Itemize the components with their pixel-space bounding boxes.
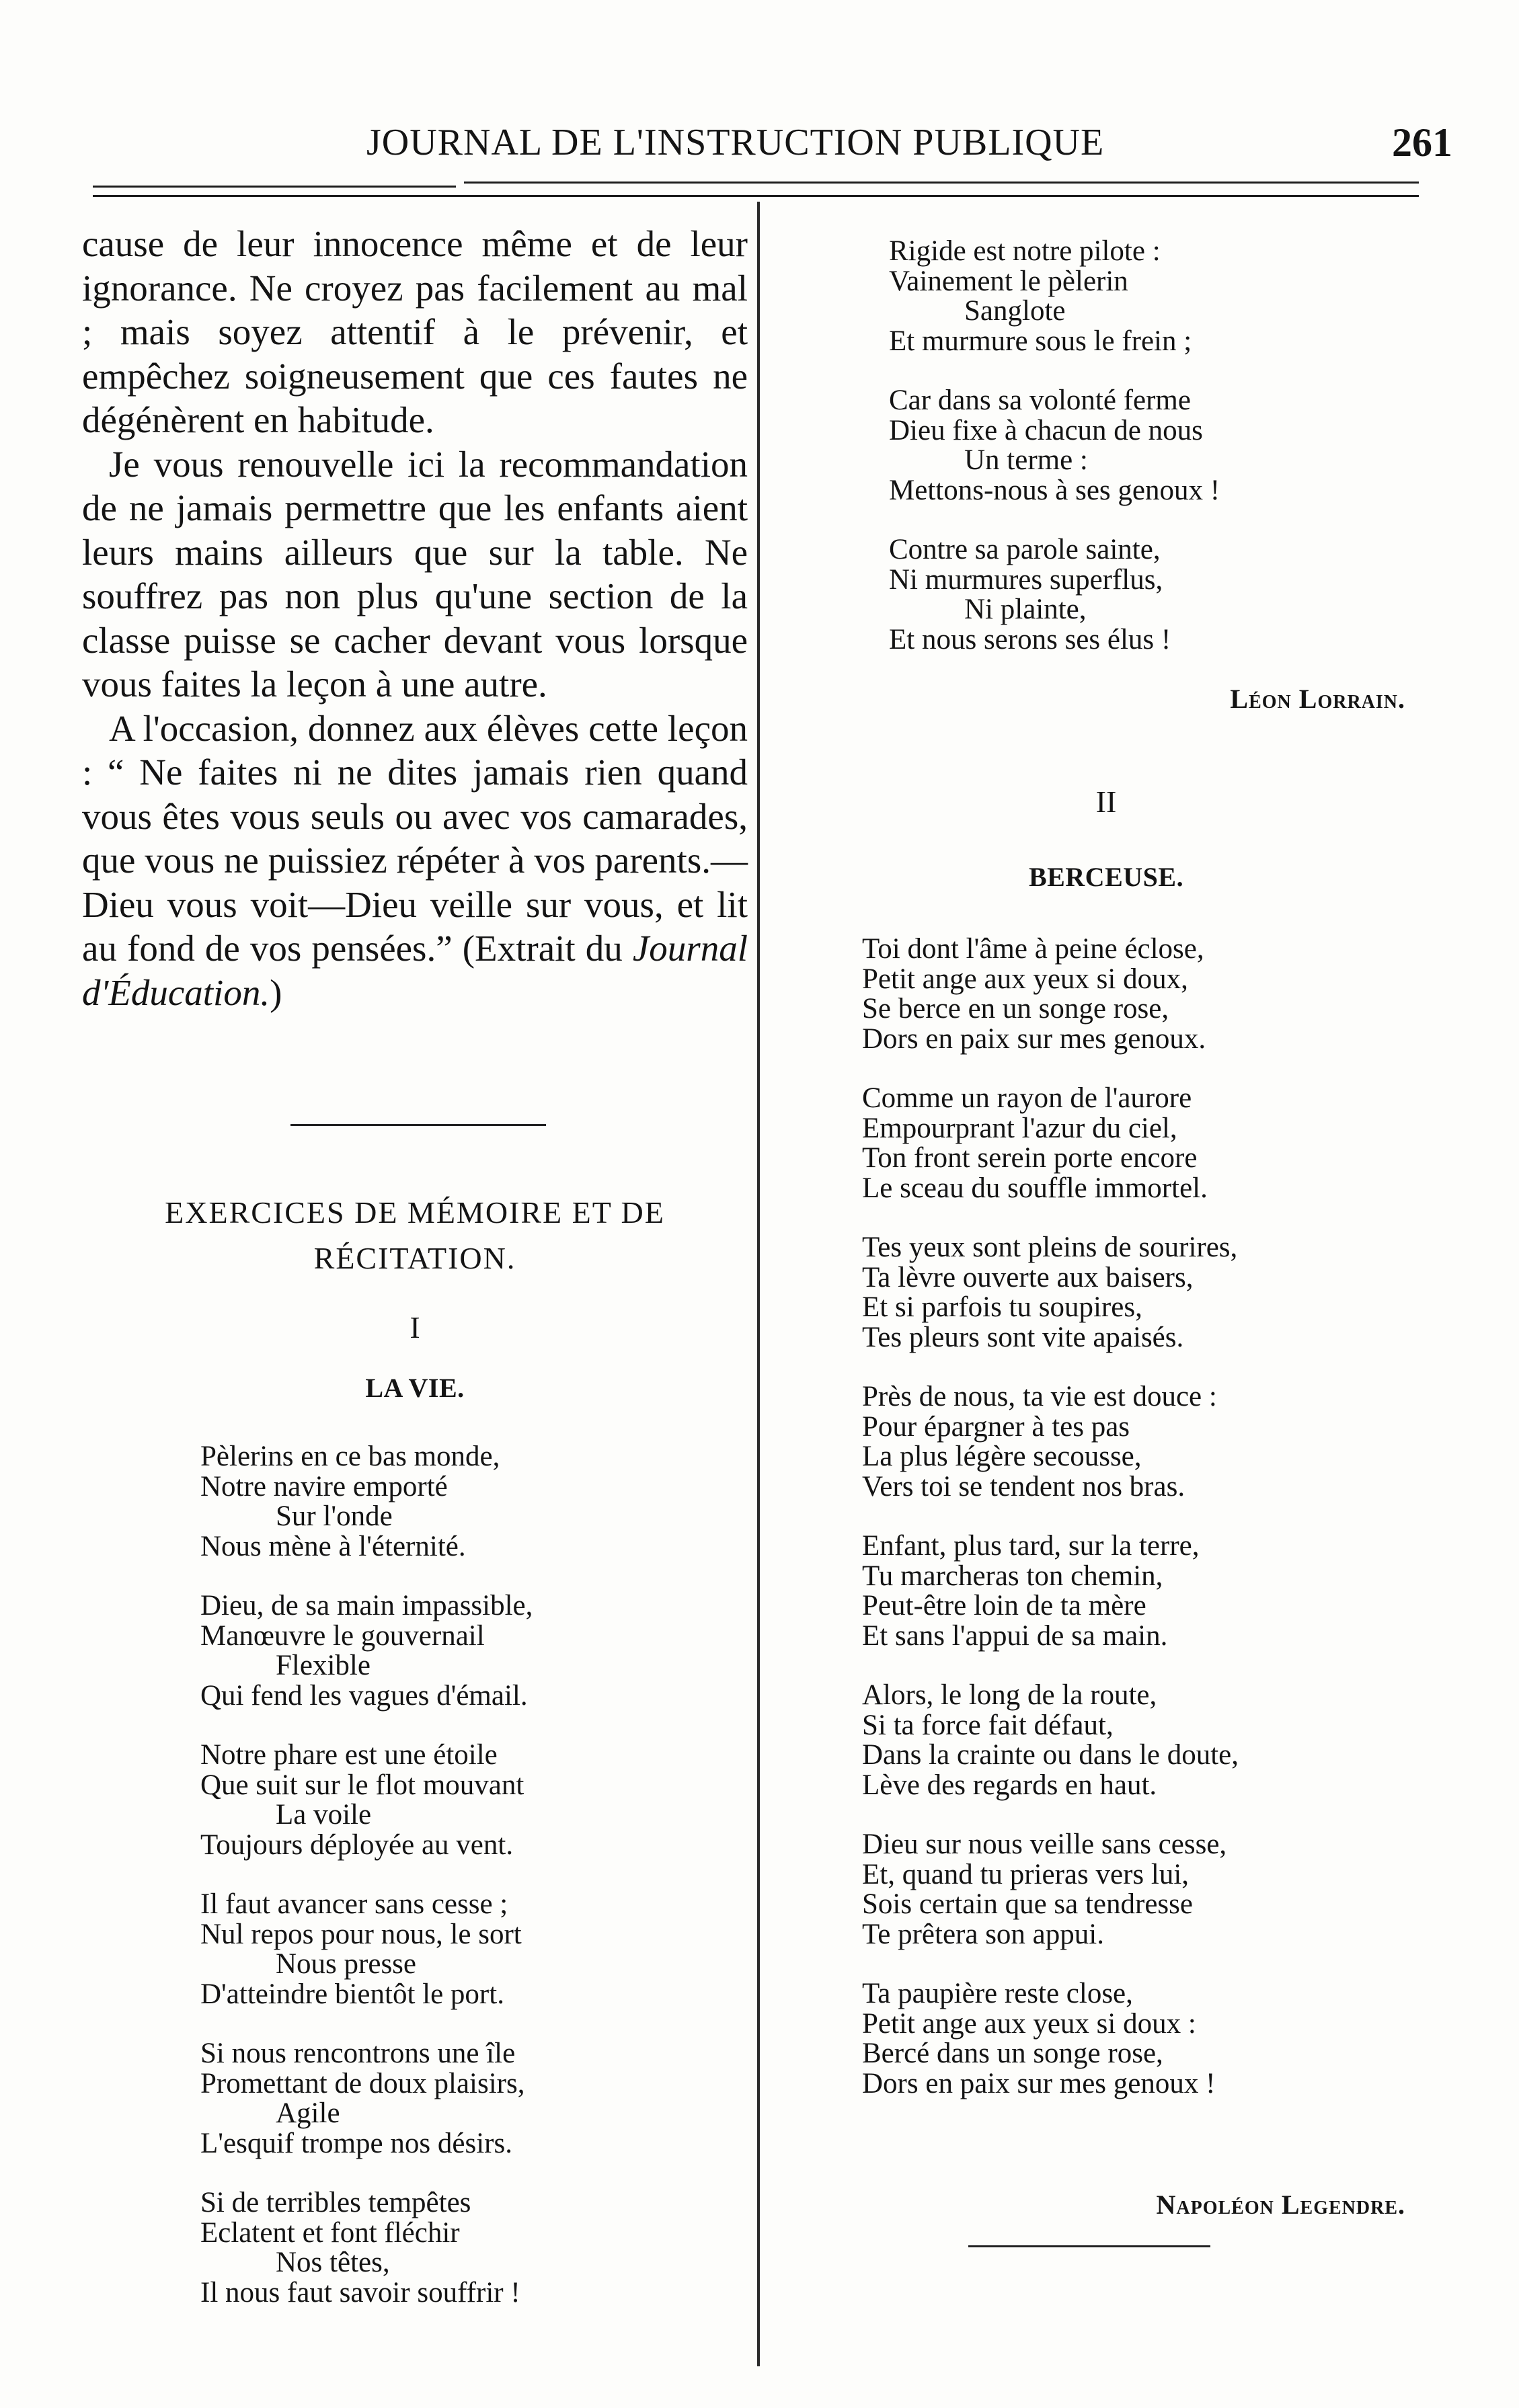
stanza [200,1591,738,1711]
verse-line: Comme un rayon de l'aurore [862,1082,1192,1114]
paragraph-3-text: A l'occasion, donnez aux élèves cette leçon : “ Ne faites ni ne dites jamais rien quand vous êtes vous seuls ou avec vos camarades, que vous ne puissiez répéter à vos parents.—Dieu vous voit—Dieu veille sur vous, et lit au fond de vos pensées.” (Extrait du [82,707,748,969]
stanza [862,1531,1440,1651]
verse-line: Il nous faut savoir souffrir ! [200,2276,520,2309]
verse-line: Tes yeux sont pleins de sourires, [862,1232,1238,1263]
verse-line: Pèlerins en ce bas monde, [200,1441,500,1472]
verse-line: Ta lèvre ouverte aux baisers, [862,1261,1194,1293]
verse-line: Sanglote [964,295,1066,327]
poem-2-title: BERCEUSE. [1028,862,1184,892]
verse-line: La voile [276,1799,372,1831]
verse-line: Et, quand tu prieras vers lui, [862,1858,1190,1890]
verse-line: Nul repos pour nous, le sort [200,1918,522,1950]
verse-line: Qui fend les vagues d'émail. [200,1679,528,1712]
verse-line: Notre phare est une étoile [200,1739,498,1771]
verse-line: Vainement le pèlerin [889,265,1128,297]
stanza [889,386,1427,506]
poem-1-title: LA VIE. [365,1373,465,1403]
verse-line: Sois certain que sa tendresse [862,1888,1193,1920]
verse-line: Promettant de doux plaisirs, [200,2067,525,2099]
verse-line: Notre navire emporté [200,1470,448,1502]
stanza [862,1830,1440,1950]
verse-line: Le sceau du souffle immortel. [862,1172,1208,1204]
verse-line: Agile [276,2097,340,2129]
verse-line: Petit ange aux yeux si doux, [862,963,1188,995]
stanza [200,1890,738,2009]
verse-line: Un terme : [964,444,1088,476]
verse-line: Mettons-nous à ses genoux ! [889,474,1220,506]
verse-line: Car dans sa volonté ferme [889,385,1191,416]
running-header: JOURNAL DE L'INSTRUCTION PUBLIQUE [366,122,1105,163]
verse-line: Contre sa parole sainte, [889,534,1161,565]
poem-2-number: II [1095,785,1117,819]
verse-line: Eclatent et font fléchir [200,2216,460,2249]
verse-line: Sur l'onde [276,1500,393,1532]
verse-line: Si de terribles tempêtes [200,2187,471,2218]
verse-line: L'esquif trompe nos désirs. [200,2127,512,2159]
verse-line: Bercé dans un songe rose, [862,2038,1163,2069]
source-title: Journal d'Éducation. [82,928,748,1013]
poem-1-signature: Léon Lorrain. [1230,684,1405,714]
verse-line: Dieu sur nous veille sans cesse, [862,1829,1227,1860]
verse-line: Toi dont l'âme à peine éclose, [862,933,1204,965]
header-rule-right [464,182,1419,184]
verse-line: Nous presse [276,1948,416,1980]
verse-line: La plus légère secousse, [862,1441,1142,1472]
paragraph-3 [82,707,748,1015]
verse-line: Et murmure sous le frein ; [889,325,1192,357]
verse-line: Nos têtes, [276,2247,390,2278]
poem-1-verses [200,1442,738,2337]
page-number: 261 [1392,120,1452,165]
verse-line: Alors, le long de la route, [862,1679,1157,1711]
stanza [862,1382,1440,1502]
poem-2-signature: Napoléon Legendre. [1156,2190,1405,2220]
stanza [889,535,1427,655]
verse-line: Ta paupière reste close, [862,1978,1133,2009]
verse-line: Flexible [276,1650,371,1681]
verse-line: Ni murmures superflus, [889,563,1163,596]
verse-line: Dans la crainte ou dans le doute, [862,1739,1239,1771]
poem-1-number: I [410,1310,420,1345]
stanza [200,2188,738,2308]
verse-line: Empourprant l'azur du ciel, [862,1112,1177,1144]
verse-line: Manœuvre le gouvernail [200,1619,485,1652]
separator-rule-left [290,1124,546,1126]
left-column-prose [82,222,748,1014]
verse-line: Tes pleurs sont vite apaisés. [862,1321,1184,1353]
separator-rule-right [968,2245,1210,2247]
verse-line: Peut-être loin de ta mère [862,1590,1146,1621]
verse-line: Nous mène à l'éternité. [200,1530,466,1562]
column-divider [757,202,760,2366]
stanza [862,1233,1440,1353]
section-heading-line-2: RÉCITATION. [313,1241,516,1275]
verse-line: Et sans l'appui de sa main. [862,1619,1168,1652]
verse-line: Lève des regards en haut. [862,1769,1157,1801]
verse-line: D'atteindre bientôt le port. [200,1978,504,2010]
stanza [200,2039,738,2159]
verse-line: Et nous serons ses élus ! [889,623,1171,655]
stanza [862,1084,1440,1203]
stanza [889,237,1427,356]
verse-line: Dieu fixe à chacun de nous [889,414,1203,446]
verse-line: Et si parfois tu soupires, [862,1291,1142,1323]
verse-line: Ni plainte, [964,594,1087,625]
section-heading [82,1190,748,1281]
section-heading-line-1: EXERCICES DE MÉMOIRE ET DE [165,1195,665,1230]
verse-line: Que suit sur le flot mouvant [200,1769,524,1801]
verse-line: Près de nous, ta vie est douce : [862,1381,1217,1412]
verse-line: Si nous rencontrons une île [200,2038,516,2069]
poem-2-verses [862,934,1440,2128]
poem-1-continued-verses [889,237,1427,684]
header-rule-lower [93,195,1419,197]
verse-line: Tu marcheras ton chemin, [862,1560,1163,1592]
verse-line: Toujours déployée au vent. [200,1829,514,1861]
verse-line: Si ta force fait défaut, [862,1709,1114,1741]
stanza [862,934,1440,1054]
stanza [200,1442,738,1562]
stanza [862,1979,1440,2099]
verse-line: Ton front serein porte encore [862,1142,1198,1174]
verse-line: Te prêtera son appui. [862,1918,1104,1950]
stanza [862,1681,1440,1800]
paragraph-3-end: ) [270,971,282,1013]
verse-line: Rigide est notre pilote : [889,235,1161,267]
verse-line: Il faut avancer sans cesse ; [200,1888,508,1920]
verse-line: Vers toi se tendent nos bras. [862,1470,1185,1502]
paragraph-2: Je vous renouvelle ici la recommandation de ne jamais permettre que les enfants aient leurs mains ailleurs que sur la table. Ne souffrez pas non plus qu'une section de la classe puisse se cacher devant vous lorsque vous faites la leçon à une autre. [82,443,748,705]
verse-line: Se berce en un songe rose, [862,993,1169,1025]
verse-line: Petit ange aux yeux si doux : [862,2007,1196,2040]
paragraph-1: cause de leur innocence même et de leur ignorance. Ne croyez pas facilement au mal ; mais soyez attentif à le prévenir, et empêchez soigneusement que ces fautes ne dégénèrent en habitude. [82,223,748,440]
verse-line: Dors en paix sur mes genoux ! [862,2067,1216,2099]
verse-line: Dors en paix sur mes genoux. [862,1022,1206,1055]
verse-line: Enfant, plus tard, sur la terre, [862,1530,1200,1562]
header-rule-left [93,186,456,188]
verse-line: Pour épargner à tes pas [862,1410,1130,1443]
stanza [200,1740,738,1860]
verse-line: Dieu, de sa main impassible, [200,1590,533,1621]
